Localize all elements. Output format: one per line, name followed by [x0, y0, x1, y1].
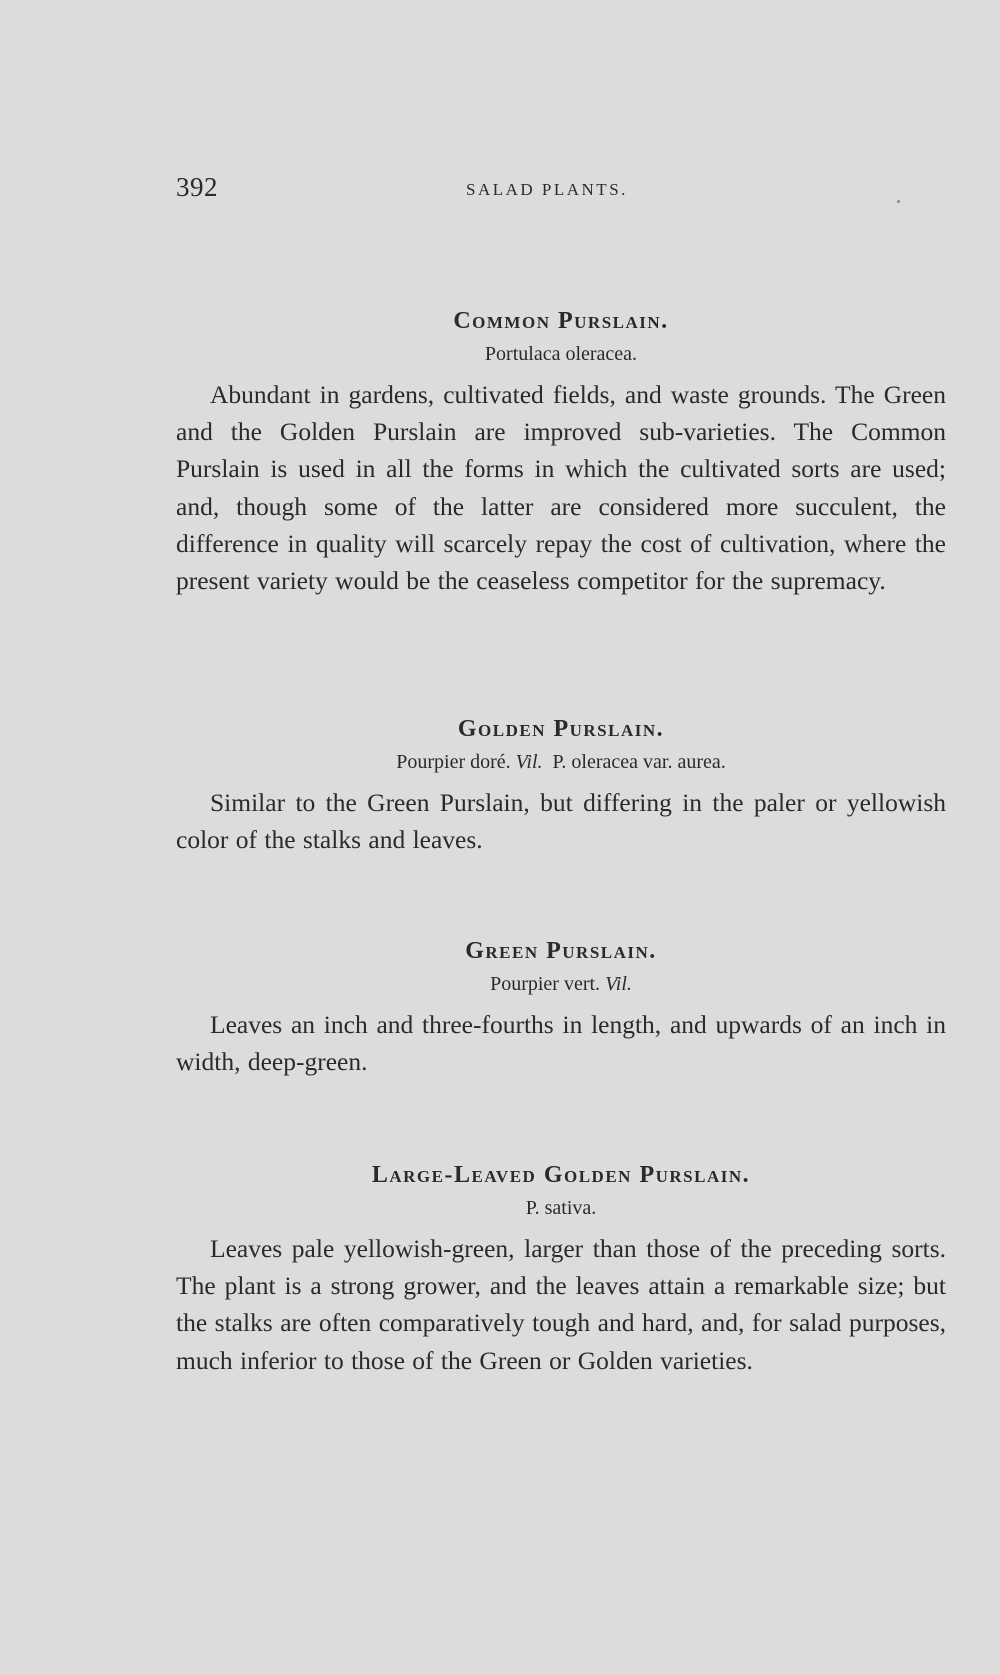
entry-description: Leaves pale yellowish-green, larger than those of the preceding sorts. The plant is a strong grower, and the leaves attain a remarkable size; but the stalks are often comparatively tough and hard, and, for salad purposes, much inferior to those of the Green or Golden varieties. [176, 1234, 946, 1375]
synonym-french-name: Pourpier vert. [490, 973, 606, 995]
page-number: 392 [176, 172, 218, 202]
entry-heading: Large-Leaved Golden Purslain. [371, 1162, 751, 1188]
entry-large-leaved-golden-purslain [176, 1160, 946, 1379]
entry-synonym [176, 970, 946, 998]
running-title: SALAD PLANTS. [466, 180, 628, 199]
synonym-author-abbrev: Vil. [605, 973, 632, 995]
synonym-french-name: Pourpier doré. [396, 751, 516, 773]
synonym-latin-name: P. oleracea var. aurea. [542, 751, 726, 773]
paper-speck [897, 200, 900, 203]
entry-heading: Common Purslain. [453, 308, 669, 334]
entry-common-purslain [176, 306, 946, 599]
entry-synonym: Portulaca oleracea. [484, 343, 638, 365]
entry-golden-purslain [176, 714, 946, 858]
entry-heading: Golden Purslain. [457, 716, 665, 742]
running-head [176, 172, 946, 206]
entry-heading: Green Purslain. [465, 938, 657, 964]
synonym-author-abbrev: Vil. [515, 751, 543, 773]
entry-synonym [176, 748, 946, 776]
entry-synonym: P. sativa. [525, 1197, 597, 1219]
entry-description: Similar to the Green Purslain, but differing in the paler or yellowish color of the stalks and leaves. [176, 788, 946, 855]
entry-green-purslain [176, 936, 946, 1080]
entry-description: Abundant in gardens, cultivated fields, and waste grounds. The Green and the Golden Purslain are improved sub-varieties. The Common Purslain is used in all the forms in which the cultivated sorts are used; and, though some of the latter are considered more succulent, the difference in quality will scarcely repay the cost of cultivation, where the present variety would be the ceaseless competitor for the supremacy. [176, 380, 946, 596]
entry-description: Leaves an inch and three-fourths in length, and upwards of an inch in width, deep-green. [176, 1010, 946, 1077]
